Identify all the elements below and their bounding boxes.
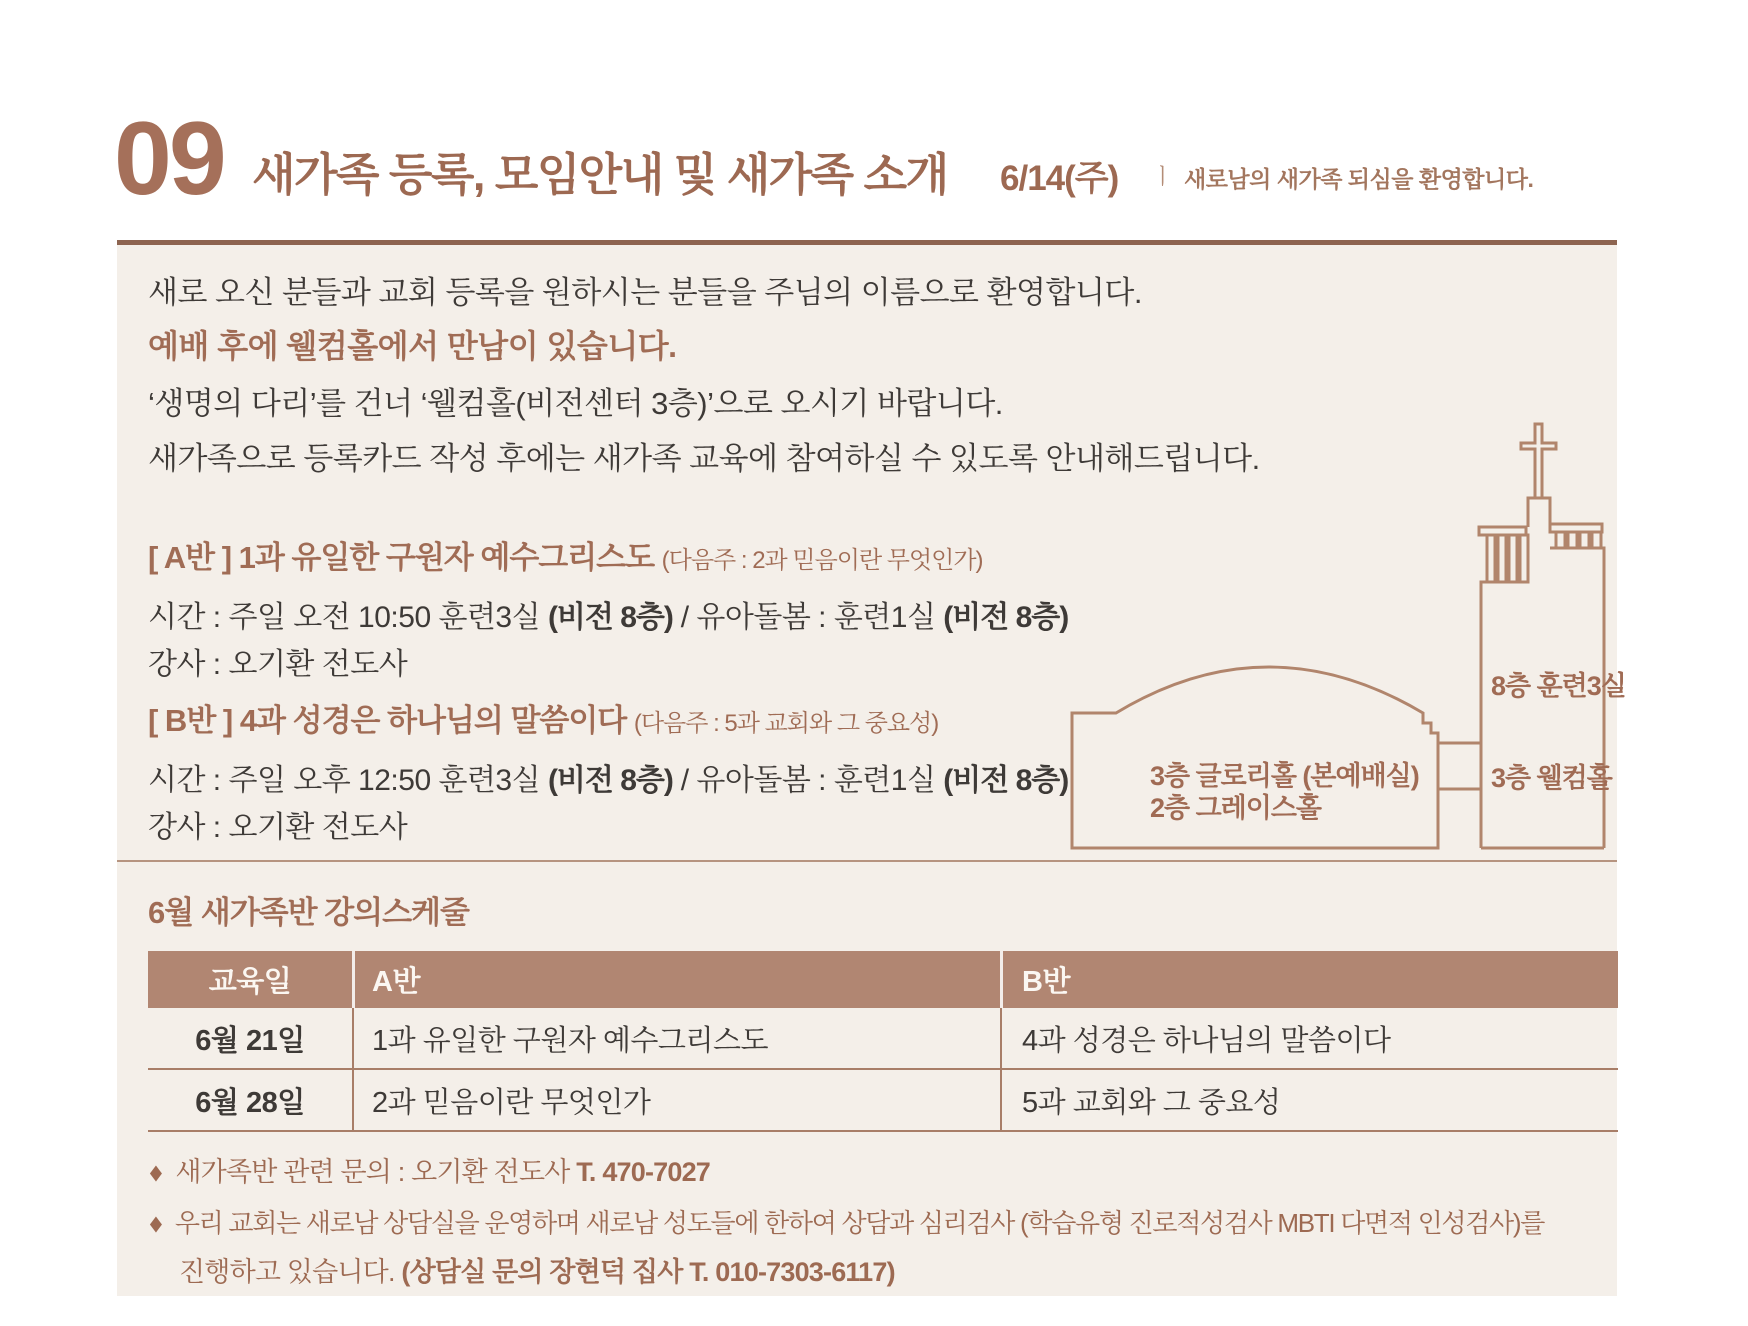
note-contact-phone: T. 470-7027 <box>576 1157 711 1187</box>
label-welcome-hall: 3층 웰컴홀 <box>1491 763 1612 793</box>
class-a-time-text: 시간 : 주일 오전 10:50 훈련3실 <box>148 601 548 634</box>
left-slat-4 <box>1520 535 1528 582</box>
note-contact-text: 새가족반 관련 문의 : 오기환 전도사 <box>175 1157 577 1187</box>
schedule-table <box>148 951 1618 1132</box>
intro-line-1: 새로 오신 분들과 교회 등록을 원하시는 분들을 주님의 이름으로 환영합니다. <box>148 275 1142 310</box>
right-slat-4 <box>1592 532 1601 548</box>
note-counseling-line-2 <box>179 1250 895 1289</box>
header-col-divider-2 <box>1000 951 1003 1008</box>
schedule-table-header <box>148 951 1618 1008</box>
note-contact <box>148 1150 710 1189</box>
col-header-class-a: A반 <box>372 966 420 998</box>
church-building-illustration <box>1060 418 1626 853</box>
class-b-teacher: 강사 : 오기환 전도사 <box>148 811 408 844</box>
class-a-room-2: (비전 8층) <box>943 601 1069 634</box>
right-slat-2 <box>1568 532 1577 548</box>
bridge-lines <box>1438 743 1481 789</box>
diamond-bullet-icon: ◆ <box>149 1212 162 1235</box>
cell-date: 6월 28일 <box>195 1086 305 1119</box>
header-date: 6/14(주) <box>1000 159 1119 198</box>
class-a-time-line <box>148 592 1068 636</box>
note-counseling-phone: (상담실 문의 장현덕 집사 T. 010-7303-6117) <box>401 1257 895 1287</box>
class-a-heading <box>148 532 983 577</box>
cross-icon <box>1521 424 1556 498</box>
header-separator: ㅣ <box>1152 164 1174 189</box>
schedule-title: 6월 새가족반 강의스케줄 <box>148 895 469 930</box>
note-counseling-text: 우리 교회는 새로남 상담실을 운영하며 새로남 성도들에 한하여 상담과 심리검사 (학습유형 진로적성검사 MBTI 다면적 인성검사)를 <box>174 1208 1545 1238</box>
col-header-date: 교육일 <box>208 966 292 998</box>
table-row <box>148 1008 1618 1070</box>
intro-line-4: 새가족으로 등록카드 작성 후에는 새가족 교육에 참여하실 수 있도록 안내해드립니다. <box>148 441 1260 476</box>
class-b-room-2: (비전 8층) <box>943 764 1069 797</box>
intro-line-2-highlight: 예배 후에 웰컴홀에서 만남이 있습니다. <box>148 328 677 364</box>
class-b-childcare-text: / 유아돌봄 : 훈련1실 <box>672 764 944 797</box>
cell-date: 6월 21일 <box>195 1024 305 1057</box>
table-row <box>148 1070 1618 1132</box>
note-counseling-line-1 <box>148 1203 1544 1240</box>
content-panel <box>117 245 1626 1296</box>
cell-class-b: 4과 성경은 하나님의 말씀이다 <box>1022 1024 1391 1057</box>
class-a-childcare-text: / 유아돌봄 : 훈련1실 <box>672 601 944 634</box>
section-divider-rule <box>117 860 1617 862</box>
note-counseling-text-2: 진행하고 있습니다. <box>179 1257 402 1287</box>
class-a-next-week: (다음주 : 2과 믿음이란 무엇인가) <box>661 547 983 574</box>
class-b-time-line <box>148 755 1068 799</box>
intro-line-3: ‘생명의 다리’를 건너 ‘웰컴홀(비전센터 3층)’으로 오시기 바랍니다. <box>148 386 1003 421</box>
section-number: 09 <box>114 101 224 217</box>
label-glory-hall: 3층 글로리홀 (본예배실) <box>1150 761 1419 791</box>
class-a-topic: [ A반 ] 1과 유일한 구원자 예수그리스도 <box>148 540 662 575</box>
class-b-next-week: (다음주 : 5과 교회와 그 중요성) <box>633 710 939 737</box>
diamond-bullet-icon: ◆ <box>149 1161 162 1184</box>
label-grace-hall: 2층 그레이스홀 <box>1150 793 1322 823</box>
cell-class-b: 5과 교회와 그 중요성 <box>1022 1086 1281 1119</box>
cell-class-a: 1과 유일한 구원자 예수그리스도 <box>372 1024 768 1057</box>
spire-block <box>1528 498 1550 527</box>
left-slat-3 <box>1509 535 1517 582</box>
left-slat-1 <box>1487 535 1495 582</box>
left-slat-2 <box>1498 535 1506 582</box>
class-b-room-1: (비전 8층) <box>547 764 673 797</box>
label-floor8-training-room: 8층 훈련3실 <box>1491 671 1626 701</box>
class-b-time-text: 시간 : 주일 오후 12:50 훈련3실 <box>148 764 548 797</box>
col-header-class-b: B반 <box>1022 966 1070 998</box>
header-col-divider-1 <box>352 951 355 1008</box>
body-col-divider-1 <box>352 1008 354 1132</box>
body-col-divider-2 <box>1000 1008 1002 1132</box>
class-a-teacher: 강사 : 오기환 전도사 <box>148 648 408 681</box>
class-b-heading <box>148 695 938 740</box>
page-title: 새가족 등록, 모임안내 및 새가족 소개 <box>252 149 948 200</box>
right-slat-3 <box>1580 532 1589 548</box>
class-b-topic: [ B반 ] 4과 성경은 하나님의 말씀이다 <box>148 703 634 738</box>
header-welcome-text: 새로남의 새가족 되심을 환영합니다. <box>1184 166 1534 192</box>
class-a-room-1: (비전 8층) <box>547 601 673 634</box>
cell-class-a: 2과 믿음이란 무엇인가 <box>372 1086 651 1119</box>
right-slat-1 <box>1556 532 1565 548</box>
